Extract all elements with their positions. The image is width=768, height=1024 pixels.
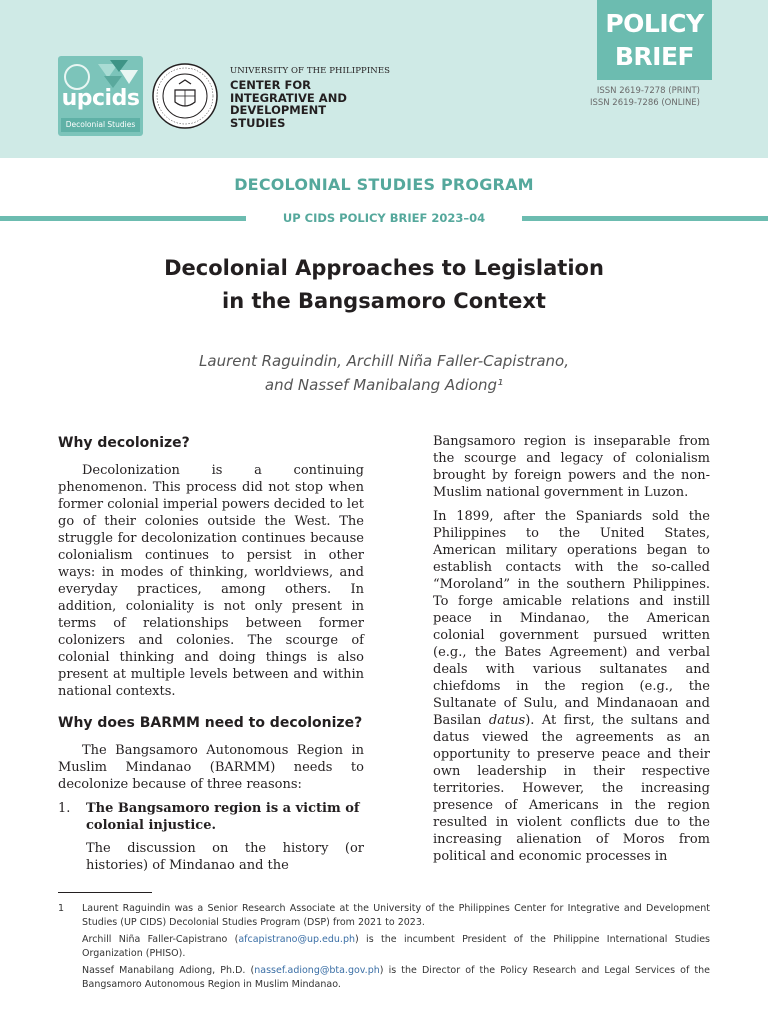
title-line: in the Bangsamoro Context — [222, 289, 546, 313]
text-run: In 1899, after the Spaniards sold the Philippines to the United States, American military operations began to establish contacts with the so-called “Moroland” in the southern Philippines. To forge amicable relations and instill peace in Mindanao, the American colonial government pursued written (e.g., the Bates Agreement) and verbal deals with various sultanates and chiefdoms in the region (e.g., the Sultanate of Sulu, and Mindanaoan and Basilan — [433, 509, 710, 728]
paragraph: The discussion on the history (or histories) of Mindanao and the — [86, 841, 364, 873]
series-label: UP CIDS POLICY BRIEF 2023–04 — [282, 211, 486, 225]
document-title — [84, 252, 684, 318]
title-line: Decolonial Approaches to Legislation — [164, 256, 604, 280]
org-name — [230, 66, 390, 129]
email-link[interactable]: afcapistrano@up.edu.ph — [238, 934, 355, 945]
text-run: ). At first, the sultans and datus viewed the agreements as an opportunity to preserve peace and their own leadership in their respective territories. However, the increasing presence of Americans in the region resulted in violent conflicts due to the increasing alienation of Moros from political and economic processes in — [433, 713, 711, 864]
org-line: STUDIES — [230, 115, 286, 130]
list-body — [86, 800, 364, 881]
program-name: DECOLONIAL STUDIES PROGRAM — [234, 175, 534, 194]
footnote-row — [58, 933, 710, 960]
footnote-row — [58, 964, 710, 991]
footnote — [58, 902, 710, 995]
italic-term: datus — [488, 713, 526, 728]
authors — [84, 349, 684, 397]
list-item — [58, 800, 364, 881]
footnote-rule — [58, 892, 152, 893]
right-column — [433, 433, 710, 872]
email-link[interactable]: nassef.adiong@bta.gov.ph — [254, 965, 380, 976]
logo-subtitle: Decolonial Studies — [61, 118, 140, 132]
header-band — [0, 0, 768, 158]
issn-print: ISSN 2619-7278 (PRINT) — [596, 86, 700, 96]
footnote-row — [58, 902, 710, 929]
issn-online: ISSN 2619-7286 (ONLINE) — [589, 97, 700, 108]
section-heading: Why decolonize? — [58, 435, 190, 451]
paragraph — [433, 508, 710, 865]
paragraph: Bangsamoro region is inseparable from the scourge and legacy of colonialism brought by foreign powers and the non-Muslim national government in Luzon. — [433, 434, 710, 500]
org-line: DEVELOPMENT — [230, 103, 327, 117]
org-line: INTEGRATIVE AND — [230, 90, 347, 105]
university-seal-icon — [151, 62, 219, 130]
footnote-text: Archill Niña Faller-Capistrano (afcapistrano@up.edu.ph) is the incumbent President of the Philippine International Studies Organization (PHISO). — [82, 934, 710, 959]
authors-line: Laurent Raguindin, Archill Niña Faller-Capistrano, — [199, 352, 569, 370]
logo-wordmark: upcids — [61, 86, 140, 111]
authors-line: and Nassef Manibalang Adiong¹ — [264, 376, 504, 394]
section-heading: Why does BARMM need to decolonize? — [58, 715, 363, 731]
org-line: CENTER FOR — [230, 78, 311, 92]
paragraph: The Bangsamoro Autonomous Region in Muslim Mindanao (BARMM) needs to decolonize because of three reasons: — [58, 743, 364, 792]
footnote-number: 1 — [58, 903, 65, 914]
paragraph: Decolonization is a continuing phenomenon. This process did not stop when former colonial imperial powers decided to let go of their colonies outside the West. The struggle for decolonization continues because colonialism continues to persist in other ways: in modes of thinking, worldviews, and everyday practices, among others. In addition, coloniality is not only present in terms of relationships between former colonizers and colonies. The scourge of colonial thinking and doing things is also present at multiple levels between and within national contexts. — [58, 463, 364, 699]
list-title: The Bangsamoro region is a victim of colonial injustice. — [86, 801, 360, 833]
left-column — [58, 434, 364, 881]
footnote-text: Nassef Manabilang Adiong, Ph.D. (nassef.adiong@bta.gov.ph) is the Director of the Policy Research and Legal Services of the Bangsamoro Autonomous Region in Muslim Mindanao. — [82, 965, 710, 990]
footnote-text: Laurent Raguindin was a Senior Research Associate at the University of the Philippines Center for Integrative and Development Studies (UP CIDS) Decolonial Studies Program (DSP) from 2021 to 2023. — [82, 903, 710, 928]
policy-brief-badge — [597, 0, 712, 80]
upcids-logo — [58, 56, 143, 136]
divider-rule — [0, 216, 246, 221]
university-name: UNIVERSITY OF THE PHILIPPINES — [230, 66, 391, 76]
divider-rule — [522, 216, 768, 221]
badge-line: POLICY — [605, 9, 704, 38]
issn-block — [560, 86, 700, 109]
badge-line: BRIEF — [614, 42, 695, 71]
list-number: 1. — [58, 801, 71, 816]
